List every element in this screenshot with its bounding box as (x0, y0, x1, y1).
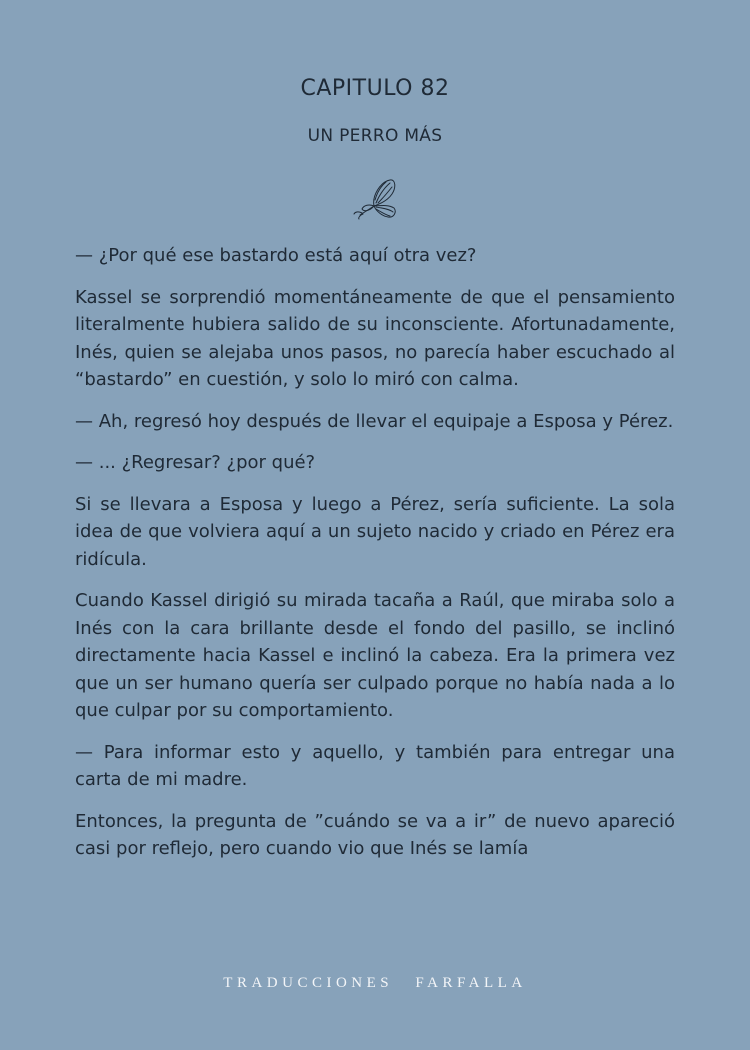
chapter-subtitle: UN PERRO MÁS (307, 126, 443, 146)
chapter-title: CAPITULO 82 (300, 76, 450, 101)
paragraph: Kassel se sorprendió momentáneamente de que el pensamiento literalmente hubiera salido de su inconsciente. Afortunadamente, Inés, quien se alejaba unos pasos, no parecía haber escuchado al “bastardo” en cuestión, y solo lo miró con calma. (75, 286, 675, 390)
chapter-body (75, 242, 675, 863)
paragraph: — Ah, regresó hoy después de llevar el equipaje a Esposa y Pérez. (75, 410, 674, 432)
paragraph: Entonces, la pregunta de ”cuándo se va a ir” de nuevo apareció casi por reflejo, pero cuando vio que Inés se lamía (75, 810, 675, 859)
footer-credit: TRADUCCIONES FARFALLA (223, 975, 527, 991)
paragraph: Si se llevara a Esposa y luego a Pérez, sería suficiente. La sola idea de que volviera aquí a un sujeto nacido y criado en Pérez era ridícula. (75, 493, 675, 570)
paragraph: Cuando Kassel dirigió su mirada tacaña a Raúl, que miraba solo a Inés con la cara brillante desde el fondo del pasillo, se inclinó directamente hacia Kassel e inclinó la cabeza. Era la primera vez que un ser humano quería ser culpado porque no había nada a lo que culpar por su comportamiento. (75, 590, 675, 721)
paragraph: — Para informar esto y aquello, y también para entregar una carta de mi madre. (75, 741, 675, 790)
butterfly-icon (352, 178, 398, 220)
paragraph: — ... ¿Regresar? ¿por qué? (75, 452, 316, 473)
paragraph: — ¿Por qué ese bastardo está aquí otra vez? (75, 245, 477, 266)
